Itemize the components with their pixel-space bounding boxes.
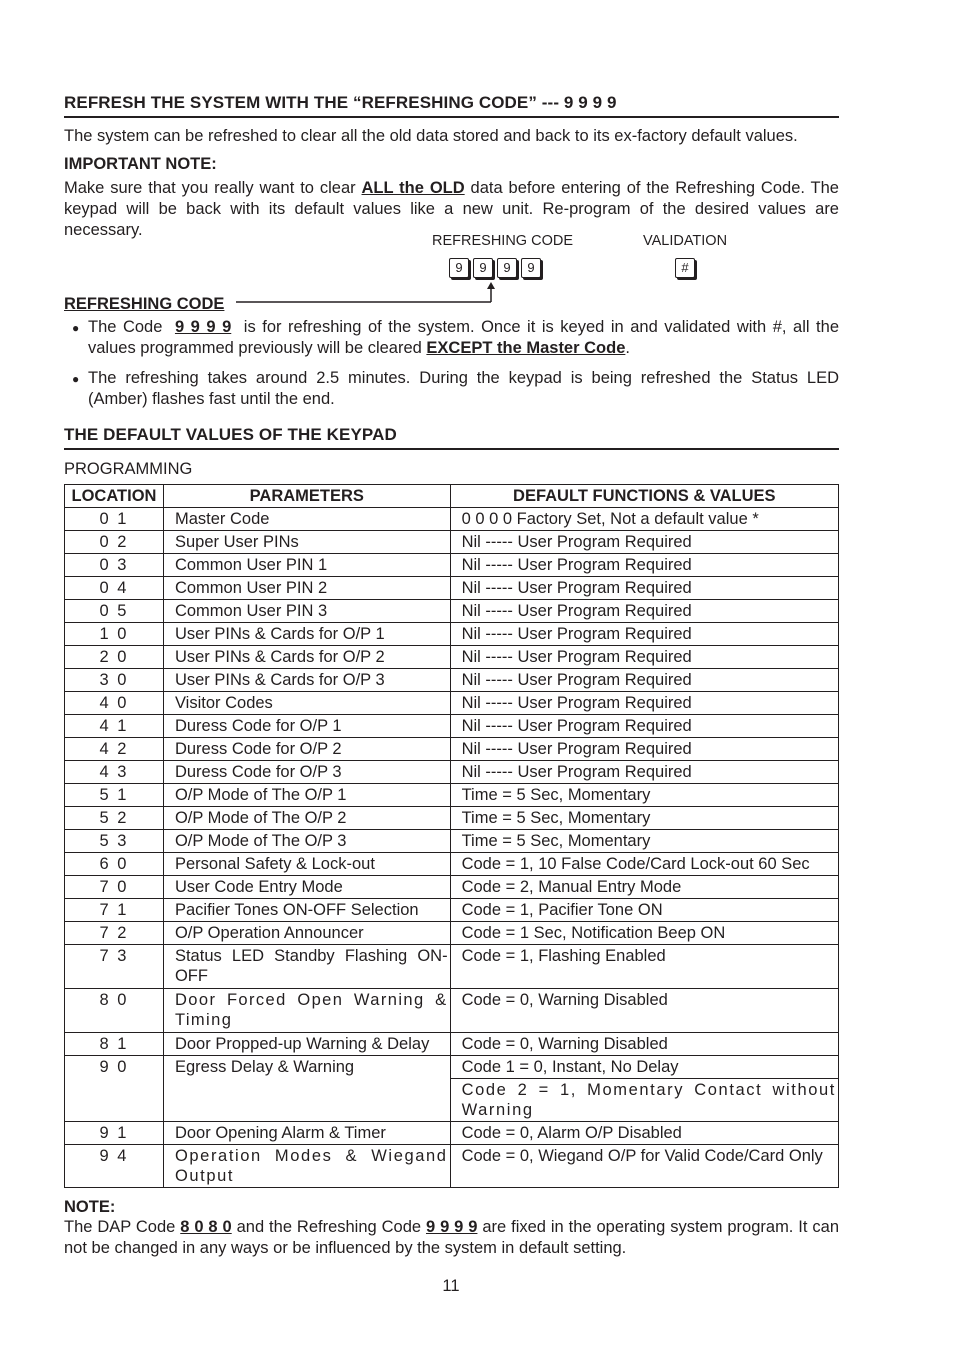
table-row xyxy=(65,784,839,807)
intro-paragraph: The system can be refreshed to clear all the old data stored and back to its ex-factory default values. xyxy=(64,127,798,145)
location-cell: 4 2 xyxy=(65,738,164,761)
parameter-cell: Common User PIN 2 xyxy=(163,577,450,600)
parameter-cell: O/P Mode of The O/P 1 xyxy=(163,784,450,807)
refreshing-code-keys xyxy=(449,258,545,278)
value-cell: Nil ----- User Program Required xyxy=(450,531,838,554)
key-9: 9 xyxy=(449,258,469,278)
location-cell: 0 4 xyxy=(65,577,164,600)
table-row xyxy=(65,623,839,646)
value-cell: Nil ----- User Program Required xyxy=(450,692,838,715)
value-cell: Time = 5 Sec, Momentary xyxy=(450,830,838,853)
table-row xyxy=(65,508,839,531)
table-row xyxy=(65,692,839,715)
table-row xyxy=(65,646,839,669)
bullet-item-1 xyxy=(88,317,839,359)
value-cell: Code = 1, Flashing Enabled xyxy=(450,945,838,989)
programming-subtitle: PROGRAMMING xyxy=(64,460,193,478)
table-row xyxy=(65,1033,839,1056)
bullet-icon: ● xyxy=(72,372,80,386)
parameter-cell: Door Propped-up Warning & Delay xyxy=(163,1033,450,1056)
value-cell: Code = 2, Manual Entry Mode xyxy=(450,876,838,899)
parameter-cell: Common User PIN 3 xyxy=(163,600,450,623)
parameter-cell: Egress Delay & Warning xyxy=(163,1056,450,1122)
value-cell: Code = 1, Pacifier Tone ON xyxy=(450,899,838,922)
location-cell: 5 2 xyxy=(65,807,164,830)
location-cell: 5 1 xyxy=(65,784,164,807)
validation-key-wrap xyxy=(675,258,699,278)
parameter-cell: Door Forced Open Warning & Timing xyxy=(163,989,450,1033)
note-text-start: The DAP Code xyxy=(64,1218,181,1236)
value-cell: Time = 5 Sec, Momentary xyxy=(450,784,838,807)
parameter-cell: O/P Mode of The O/P 3 xyxy=(163,830,450,853)
table-row xyxy=(65,945,839,989)
pointer-arrow-icon xyxy=(236,282,498,306)
note-label: NOTE: xyxy=(64,1198,116,1216)
parameter-cell: Duress Code for O/P 3 xyxy=(163,761,450,784)
bullet1-text-start: The Code xyxy=(88,318,169,336)
key-9: 9 xyxy=(521,258,541,278)
location-cell: 1 0 xyxy=(65,623,164,646)
value-cell: Nil ----- User Program Required xyxy=(450,577,838,600)
parameter-cell: Super User PINs xyxy=(163,531,450,554)
location-cell: 0 1 xyxy=(65,508,164,531)
table-row xyxy=(65,531,839,554)
value-cell: 0 0 0 0 Factory Set, Not a default value * xyxy=(450,508,838,531)
section-title-refresh: REFRESH THE SYSTEM WITH THE “REFRESHING CODE” --- 9 9 9 9 xyxy=(64,93,617,112)
parameter-cell: O/P Operation Announcer xyxy=(163,922,450,945)
note-text-start: Make sure that you really want to clear xyxy=(64,179,362,197)
value-cell: Nil ----- User Program Required xyxy=(450,623,838,646)
value-cell: Nil ----- User Program Required xyxy=(450,715,838,738)
value-cell: Nil ----- User Program Required xyxy=(450,738,838,761)
note-text-mid: and the Refreshing Code xyxy=(231,1218,426,1236)
location-cell: 6 0 xyxy=(65,853,164,876)
location-cell: 4 0 xyxy=(65,692,164,715)
table-header-row xyxy=(65,485,839,508)
note-emphasis: ALL the OLD xyxy=(361,179,465,197)
section-divider xyxy=(64,116,839,118)
location-cell: 7 1 xyxy=(65,899,164,922)
location-cell: 0 3 xyxy=(65,554,164,577)
header-location: LOCATION xyxy=(65,485,164,508)
value-cell: Code 2 = 1, Momentary Contact without Warning xyxy=(450,1079,838,1122)
table-row xyxy=(65,876,839,899)
location-cell: 7 0 xyxy=(65,876,164,899)
location-cell: 4 3 xyxy=(65,761,164,784)
table-row xyxy=(65,715,839,738)
parameter-cell: User PINs & Cards for O/P 1 xyxy=(163,623,450,646)
value-cell: Nil ----- User Program Required xyxy=(450,646,838,669)
bullet1-text-mid: is for refreshing of the system. Once it is keyed in and validated with #, all the values programmed previously will be cleared xyxy=(88,318,839,357)
bullet1-emphasis: EXCEPT the Master Code xyxy=(426,339,626,357)
table-row xyxy=(65,1056,839,1079)
parameter-cell: Personal Safety & Lock-out xyxy=(163,853,450,876)
value-cell: Nil ----- User Program Required xyxy=(450,600,838,623)
key-9: 9 xyxy=(497,258,517,278)
table-row xyxy=(65,577,839,600)
value-cell: Code = 0, Alarm O/P Disabled xyxy=(450,1122,838,1145)
section-title-defaults: THE DEFAULT VALUES OF THE KEYPAD xyxy=(64,425,397,444)
location-cell: 8 1 xyxy=(65,1033,164,1056)
location-cell: 3 0 xyxy=(65,669,164,692)
validation-caption: VALIDATION xyxy=(643,233,728,249)
table-row xyxy=(65,853,839,876)
value-cell: Code = 1, 10 False Code/Card Lock-out 60 Sec xyxy=(450,853,838,876)
refreshing-code-pointer-label: REFRESHING CODE xyxy=(64,295,225,313)
location-cell: 0 2 xyxy=(65,531,164,554)
value-cell: Time = 5 Sec, Momentary xyxy=(450,807,838,830)
header-default-values: DEFAULT FUNCTIONS & VALUES xyxy=(450,485,838,508)
dap-code: 8 0 8 0 xyxy=(180,1218,232,1236)
important-note-label: IMPORTANT NOTE: xyxy=(64,155,217,173)
note-text-end: data before entering of the Refreshing Code. The keypad will be back with its default values like a new unit. Re-program of the desired values are necessary. xyxy=(64,179,839,239)
value-cell: Nil ----- User Program Required xyxy=(450,761,838,784)
note-paragraph xyxy=(64,1217,839,1259)
default-values-table xyxy=(64,484,839,1188)
location-cell: 2 0 xyxy=(65,646,164,669)
parameter-cell: Duress Code for O/P 2 xyxy=(163,738,450,761)
parameter-cell: Operation Modes & Wiegand Output xyxy=(163,1145,450,1188)
table-row xyxy=(65,1145,839,1188)
table-row xyxy=(65,669,839,692)
important-note-text xyxy=(64,178,839,241)
location-cell: 5 3 xyxy=(65,830,164,853)
refreshing-code-caption: REFRESHING CODE xyxy=(432,233,573,249)
parameter-cell: Door Opening Alarm & Timer xyxy=(163,1122,450,1145)
table-row xyxy=(65,807,839,830)
table-row xyxy=(65,761,839,784)
location-cell: 9 1 xyxy=(65,1122,164,1145)
location-cell: 4 1 xyxy=(65,715,164,738)
table-row xyxy=(65,554,839,577)
page-number: 11 xyxy=(442,1277,460,1295)
value-cell: Code = 1 Sec, Notification Beep ON xyxy=(450,922,838,945)
table-row xyxy=(65,1122,839,1145)
header-parameters: PARAMETERS xyxy=(163,485,450,508)
section-divider xyxy=(64,448,839,450)
value-cell: Nil ----- User Program Required xyxy=(450,669,838,692)
parameter-cell: Visitor Codes xyxy=(163,692,450,715)
bullet-icon: ● xyxy=(72,321,80,335)
value-cell: Nil ----- User Program Required xyxy=(450,554,838,577)
parameter-cell: User PINs & Cards for O/P 2 xyxy=(163,646,450,669)
table-row xyxy=(65,830,839,853)
parameter-cell: Status LED Standby Flashing ON-OFF xyxy=(163,945,450,989)
parameter-cell: Pacifier Tones ON-OFF Selection xyxy=(163,899,450,922)
table-row xyxy=(65,922,839,945)
parameter-cell: Duress Code for O/P 1 xyxy=(163,715,450,738)
refresh-code: 9 9 9 9 xyxy=(425,1218,478,1236)
location-cell: 9 0 xyxy=(65,1056,164,1122)
value-cell: Code = 0, Wiegand O/P for Valid Code/Card Only xyxy=(450,1145,838,1188)
parameter-cell: User Code Entry Mode xyxy=(163,876,450,899)
location-cell: 0 5 xyxy=(65,600,164,623)
bullet1-text-end: . xyxy=(625,339,630,357)
key-hash: # xyxy=(675,258,695,278)
location-cell: 7 3 xyxy=(65,945,164,989)
parameter-cell: Common User PIN 1 xyxy=(163,554,450,577)
location-cell: 8 0 xyxy=(65,989,164,1033)
note-text-end: are fixed in the operating system program. It can not be changed in any ways or be influenced by the system in default setting. xyxy=(64,1218,839,1257)
parameter-cell: User PINs & Cards for O/P 3 xyxy=(163,669,450,692)
parameter-cell: Master Code xyxy=(163,508,450,531)
key-9: 9 xyxy=(473,258,493,278)
bullet1-code: 9 9 9 9 xyxy=(174,318,232,336)
table-row xyxy=(65,989,839,1033)
parameter-cell: O/P Mode of The O/P 2 xyxy=(163,807,450,830)
table-row xyxy=(65,899,839,922)
table-row xyxy=(65,600,839,623)
value-cell: Code = 0, Warning Disabled xyxy=(450,1033,838,1056)
value-cell: Code = 0, Warning Disabled xyxy=(450,989,838,1033)
location-cell: 7 2 xyxy=(65,922,164,945)
value-cell: Code 1 = 0, Instant, No Delay xyxy=(450,1056,838,1079)
location-cell: 9 4 xyxy=(65,1145,164,1188)
bullet-item-2: The refreshing takes around 2.5 minutes. During the keypad is being refreshed the Status LED (Amber) flashes fast until the end. xyxy=(88,369,839,408)
table-row xyxy=(65,738,839,761)
